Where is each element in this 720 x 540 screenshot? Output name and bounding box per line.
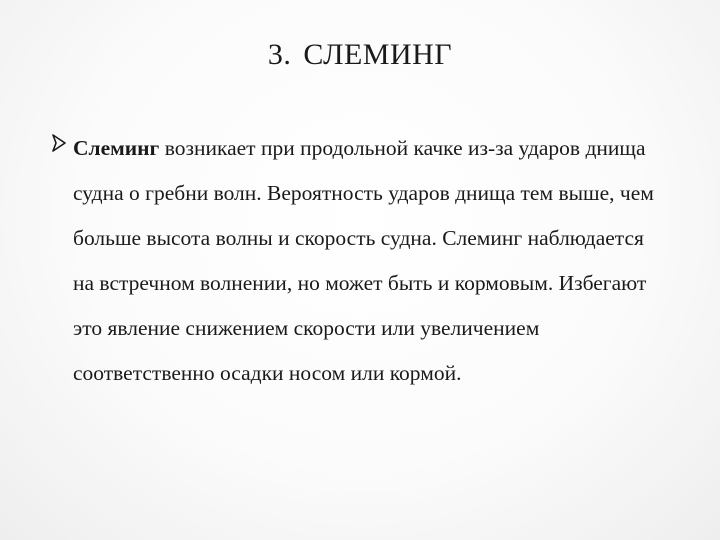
bullet-item [50, 126, 660, 396]
title-text: СЛЕМИНГ [303, 38, 453, 71]
arrow-bullet-icon [50, 130, 70, 156]
bullet-text [73, 126, 660, 396]
title-number: 3. [267, 38, 292, 71]
bullet-lead-term: Слеминг [73, 136, 160, 160]
slide-title [0, 38, 720, 72]
bullet-body-text: возникает при продольной качке из-за ударов днища судна о гребни волн. Вероятность ударов днища тем выше, чем больше высота волны и скорость судна. Слеминг наблюдается на встречном волнении, но может быть и кормовым. Избегают это явление снижением скорости или увеличением соответственно осадки носом или кормой. [73, 136, 654, 385]
